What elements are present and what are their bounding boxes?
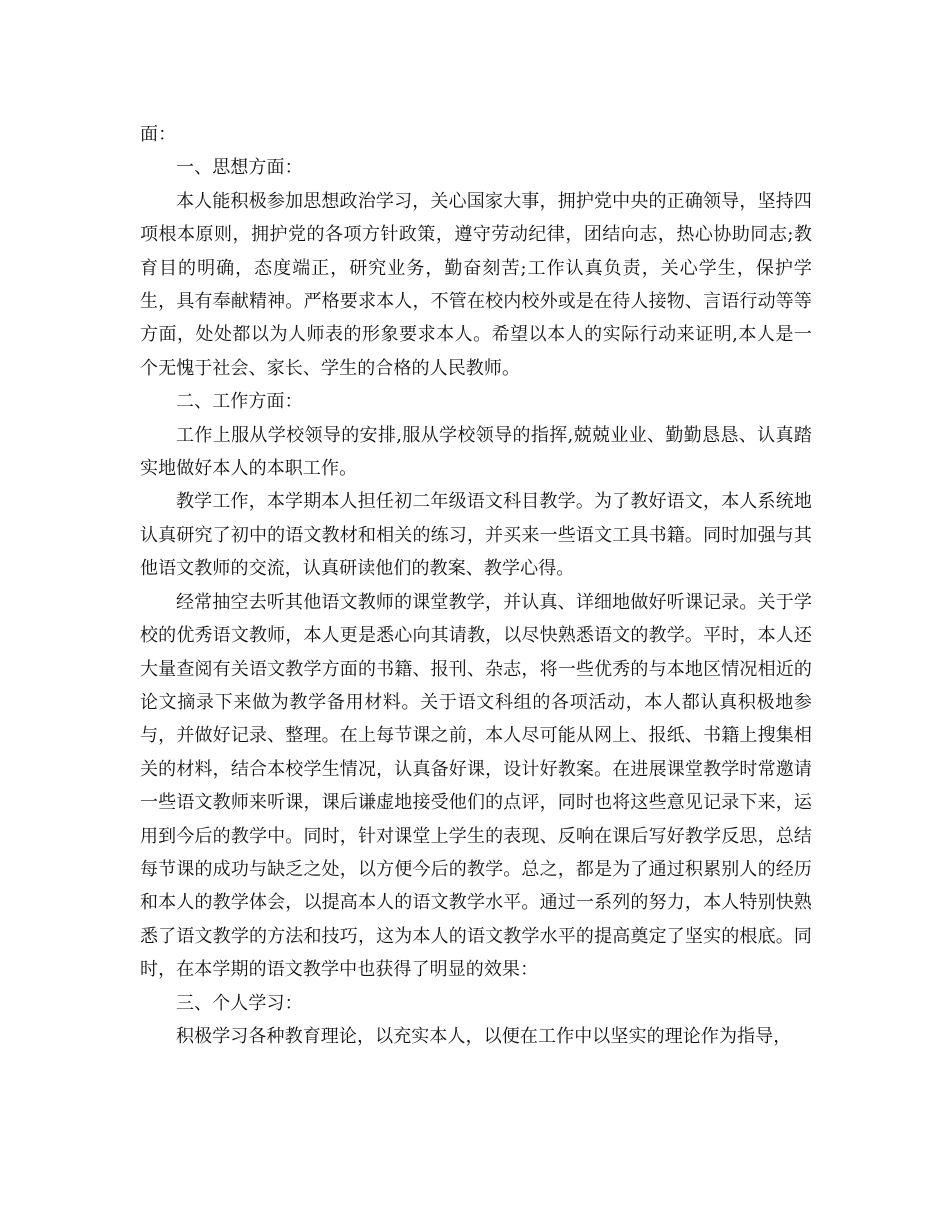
paragraph-teaching-work: 教学工作，本学期本人担任初二年级语文科目教学。为了教好语文，本人系统地认真研究了初中的语文教材和相关的练习，并买来一些语文工具书籍。同时加强与其他语文教师的交流，认真研读他们的教案、教学心得。 (140, 491, 812, 580)
section-heading-thought: 一、思想方面： (176, 157, 303, 179)
paragraph-work-intro: 工作上服从学校领导的安排,服从学校领导的指挥,兢兢业业、勤勤恳恳、认真踏实地做好本人的本职工作。 (140, 424, 812, 480)
paragraph-continuation: 面： (140, 124, 177, 145)
paragraph-lesson-observation: 经常抽空去听其他语文教师的课堂教学，并认真、详细地做好听课记录。关于学校的优秀语文教师，本人更是悉心向其请教，以尽快熟悉语文的教学。平时，本人还大量查阅有关语文教学方面的书籍、报刊、杂志，将一些优秀的与本地区情况相近的论文摘录下来做为教学备用材料。关于语文科组的各项活动，本人都认真积极地参与，并做好记录、整理。在上每节课之前，本人尽可能从网上、报纸、书籍上搜集相关的材料，结合本校学生情况，认真备好课，设计好教案。在进展课堂教学时常邀请一些语文教师来听课，课后谦虚地接受他们的点评，同时也将这些意见记录下来，运用到今后的教学中。同时，针对课堂上学生的表现、反响在课后写好教学反思，总结每节课的成功与缺乏之处，以方便今后的教学。总之，都是为了通过积累别人的经历和本人的教学体会，以提高本人的语文教学水平。通过一系列的努力，本人特别快熟悉了语文教学的方法和技巧，这为本人的语文教学水平的提高奠定了坚实的根底。同时，在本学期的语文教学中也获得了明显的效果： (140, 591, 812, 981)
paragraph-study-body: 积极学习各种教育理论，以充实本人，以便在工作中以坚实的理论作为指导， (176, 1025, 792, 1047)
section-heading-work: 二、工作方面： (176, 391, 303, 413)
section-heading-study: 三、个人学习： (176, 992, 303, 1014)
paragraph-thought-body: 本人能积极参加思想政治学习，关心国家大事，拥护党中央的正确领导，坚持四项根本原则，拥护党的各项方针政策，遵守劳动纪律，团结向志，热心协助同志;教育目的明确，态度端正，研究业务，勤奋刻苦;工作认真负责，关心学生，保护学生，具有奉献精神。严格要求本人，不管在校内校外或是在待人接物、言语行动等等方面，处处都以为人师表的形象要求本人。希望以本人的实际行动来证明,本人是一个无愧于社会、家长、学生的合格的人民教师。 (140, 190, 812, 379)
document-page (140, 118, 812, 1053)
